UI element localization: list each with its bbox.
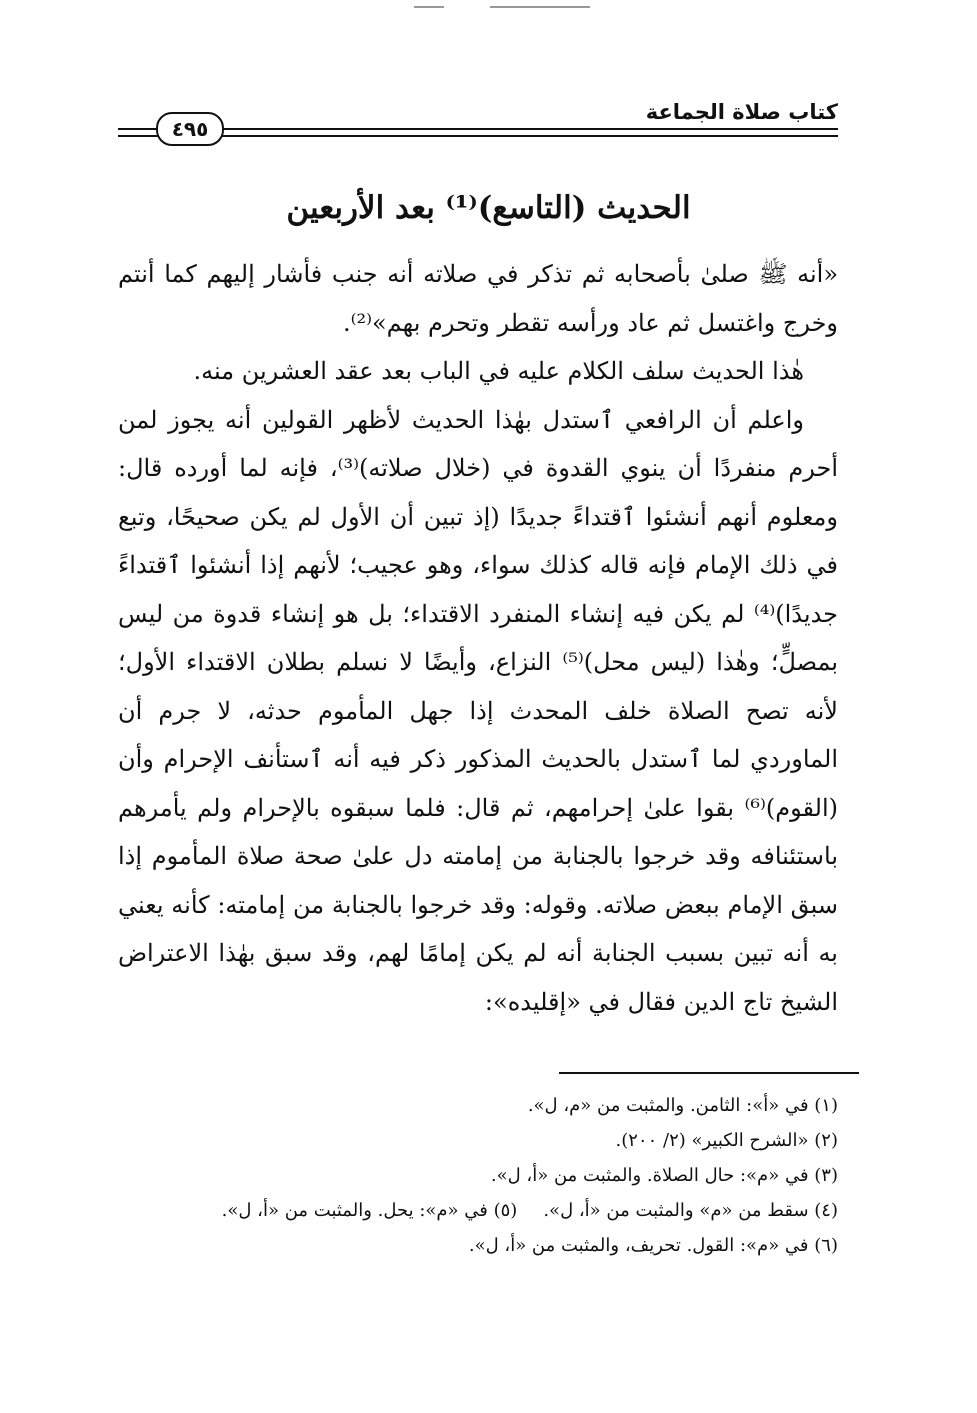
paragraph: واعلم أن الرافعي ٱستدل بهٰذا الحديث لأظهر القولين أنه يجوز لمن أحرم منفردًا أن ينوي القدوة في (خلال صلاته)⁽³⁾، فإنه لما أورده قال: ومعلوم أنهم أنشئوا ٱقتداءً جديدًا (إذ تبين أن الأول لم يكن صحيحًا، وتبع في ذلك الإمام فإنه قاله كذلك سواء، وهو عجيب؛ لأنهم إذا أنشئوا ٱقتداءً جديدًا)⁽⁴⁾ لم يكن فيه إنشاء المنفرد الاقتداء؛ بل هو إنشاء قدوة من ليس بمصلٍّ؛ وهٰذا (ليس محل)⁽⁵⁾ النزاع، وأيضًا لا نسلم بطلان الاقتداء الأول؛ لأنه تصح الصلاة خلف المحدث إذا جهل المأموم حدثه، لا جرم أن الماوردي لما ٱستدل بالحديث المذكور ذكر فيه أنه ٱستأنف الإحرام وأن (القوم)⁽⁶⁾ بقوا علىٰ إحرامهم، ثم قال: فلما سبقوه بالإحرام ولم يأمرهم باستئنافه وقد خرجوا بالجنابة من إمامته دل علىٰ صحة صلاة المأموم إذا سبق الإمام ببعض صلاته. وقوله: وقد خرجوا بالجنابة من إمامته: كأنه يعني به أنه تبين بسبب الجنابة أنه لم يكن إمامًا لهم، وقد سبق بهٰذا الاعتراض الشيخ تاج الدين فقال في «إقليده»: <box>118 405 839 1016</box>
footnote-3: (٣) في «م»: حال الصلاة. والمثبت من «أ، ل». <box>490 1165 838 1186</box>
section-heading: الحديث (التاسع)⁽¹⁾ بعد الأربعين <box>286 190 691 226</box>
running-header <box>118 98 838 142</box>
footnote-2: (٢) «الشرح الكبير» (٢/ ٢٠٠). <box>615 1130 838 1151</box>
footnote-5: (٥) في «م»: يحل. والمثبت من «أ، ل». <box>221 1200 518 1221</box>
header-rule <box>218 128 838 137</box>
running-title: كتاب صلاة الجماعة <box>645 100 838 124</box>
footnote-row <box>118 1193 838 1228</box>
scan-artifact <box>490 6 590 8</box>
body-text <box>118 250 838 1026</box>
footnote-4: (٤) سقط من «م» والمثبت من «أ، ل». <box>543 1200 838 1221</box>
page-number: ٤٩٥ <box>156 112 224 146</box>
footnote-1: (١) في «أ»: الثامن. والمثبت من «م، ل». <box>527 1095 838 1116</box>
header-rule <box>118 128 158 137</box>
hadith-text: «أنه ﷺ صلىٰ بأصحابه ثم تذكر في صلاته أنه جنب فأشار إليهم كما أنتم وخرج واغتسل ثم عاد ورأسه تقطر وتحرم بهم»⁽²⁾. <box>118 260 838 337</box>
paragraph: هٰذا الحديث سلف الكلام عليه في الباب بعد عقد العشرين منه. <box>193 357 804 385</box>
footnote-6: (٦) في «م»: القول. تحريف، والمثبت من «أ، ل». <box>468 1235 838 1256</box>
footnote-divider <box>559 1072 859 1074</box>
scan-artifact <box>414 6 444 8</box>
footnotes <box>118 1088 838 1263</box>
